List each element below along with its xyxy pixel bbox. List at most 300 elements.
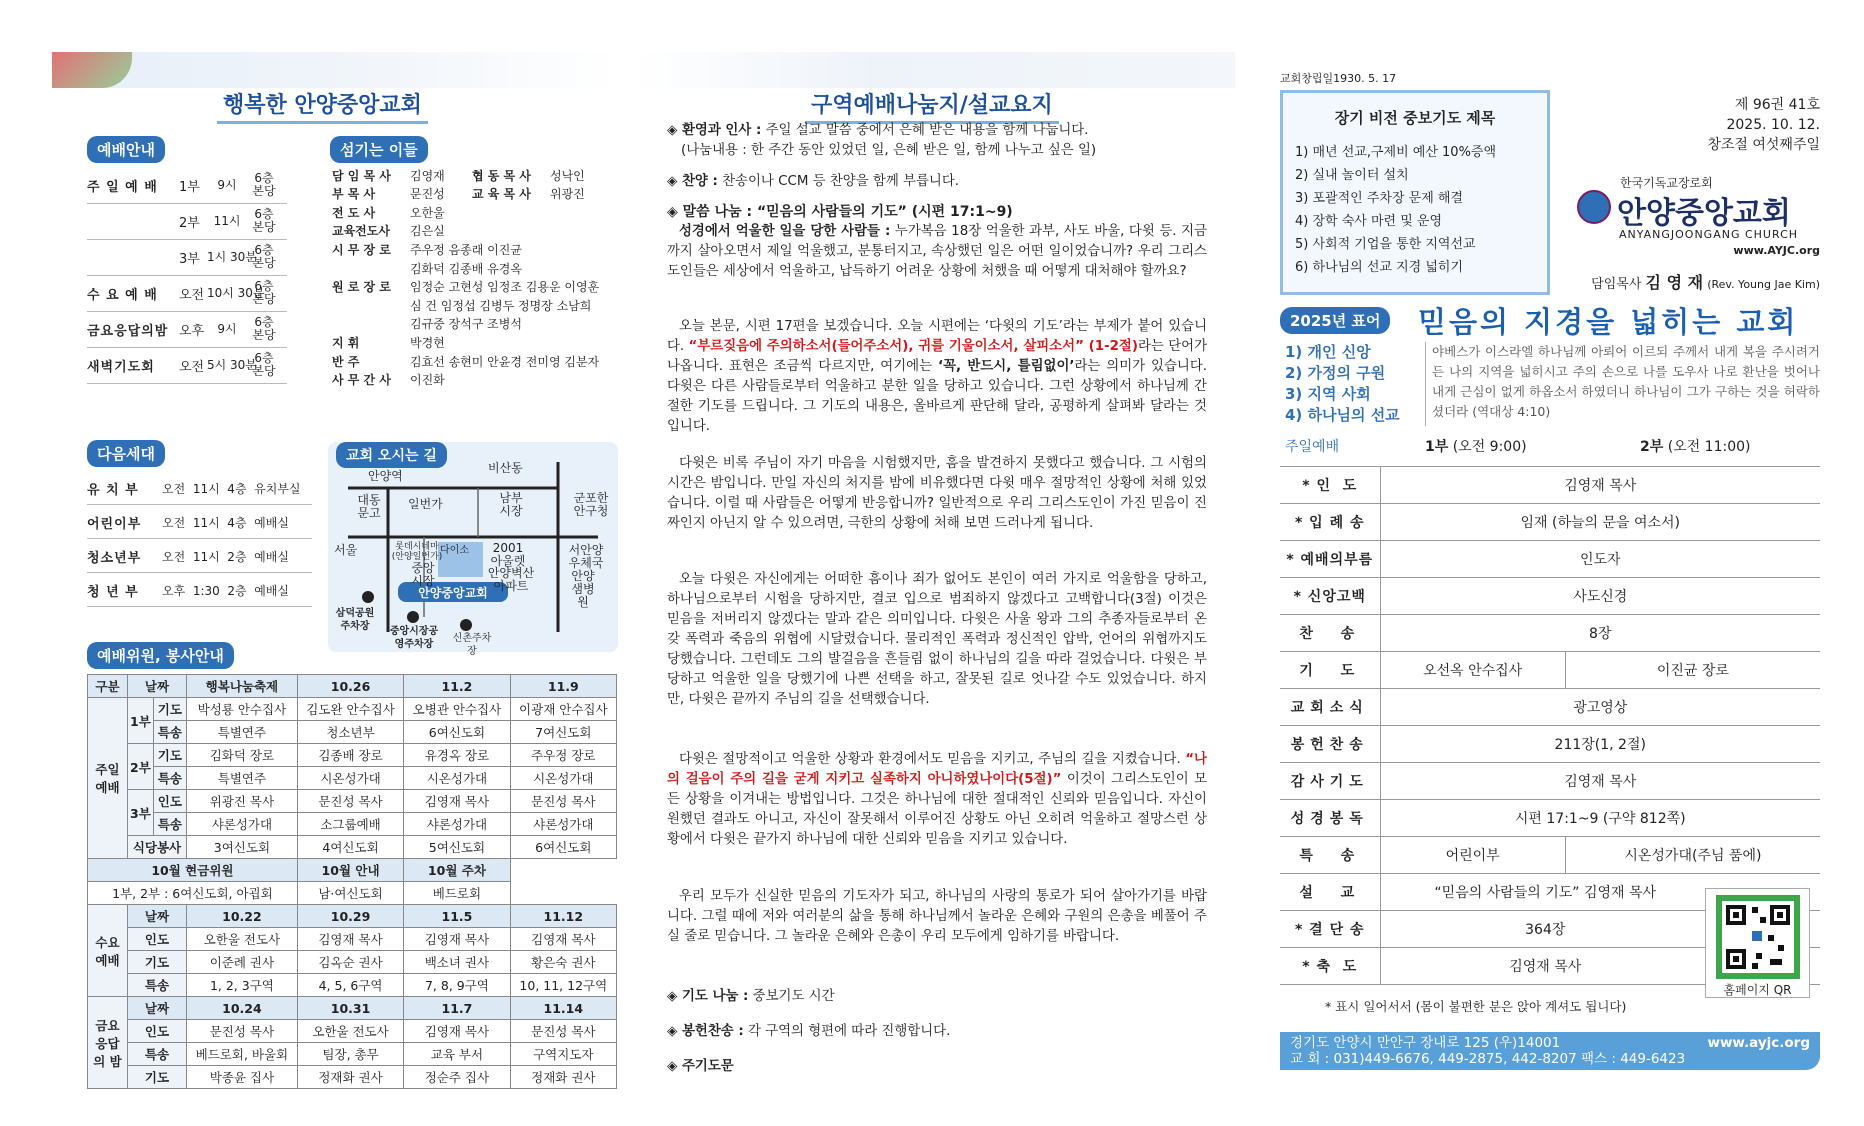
- order-item: * 신앙고백: [1280, 578, 1380, 615]
- table-cell: 청소년부: [297, 721, 403, 744]
- table-cell: 6여신도회: [404, 721, 510, 744]
- order-item: 찬 송: [1280, 615, 1380, 652]
- worship-part: 2부: [179, 215, 200, 231]
- next-gen-row: [87, 506, 312, 538]
- qr-label: 홈페이지 QR: [1723, 983, 1792, 997]
- map-label-gunpo: 군포한안구청: [573, 491, 609, 518]
- map-label-church: 안양중앙교회: [418, 586, 488, 600]
- table-cell: 이준례 권사: [186, 951, 297, 974]
- table-cell: 1, 2, 3구역: [186, 974, 297, 997]
- footer-web[interactable]: www.ayjc.org: [1707, 1035, 1810, 1051]
- footer-contact: [1280, 1032, 1820, 1070]
- map-label-apt: 안양벽산아파트: [487, 566, 535, 593]
- church-web: www.AYJC.org: [1733, 244, 1820, 257]
- table-cell: 주일 예배: [88, 698, 128, 859]
- servant-names: 이진화: [410, 373, 445, 388]
- table-row: [88, 1066, 617, 1089]
- order-row: [1280, 467, 1820, 504]
- order-row: [1280, 689, 1820, 726]
- worship-row: [87, 276, 287, 310]
- worship-row: [87, 168, 287, 202]
- table-row: [88, 698, 617, 721]
- order-item: 특 송: [1280, 837, 1380, 874]
- worship-part: 1부: [179, 179, 200, 195]
- table-cell: 11.2: [404, 675, 510, 698]
- divider: [87, 383, 287, 384]
- order-item: 성경봉독: [1280, 800, 1380, 837]
- table-cell: 황은숙 권사: [510, 951, 616, 974]
- servant-role: 교 육 목 사: [472, 187, 531, 202]
- table-cell: 팀장, 총무: [297, 1043, 403, 1066]
- worship-time: 1시 30분: [207, 249, 257, 264]
- table-cell: 10월 주차: [404, 859, 510, 882]
- worship-place: 6층 본당: [252, 207, 276, 234]
- next-gen-row: [87, 574, 312, 606]
- table-cell: 교육 부서: [404, 1043, 510, 1066]
- worship-place: 6층 본당: [252, 243, 276, 270]
- table-cell: 김영재 목사: [404, 1020, 510, 1043]
- vision-item: 4) 장학 숙사 마련 및 운영: [1295, 214, 1443, 229]
- church-name: 안양중앙교회: [1617, 196, 1791, 231]
- table-cell: 정재화 권사: [297, 1066, 403, 1089]
- liturgical-season: 창조절 여섯째주일: [1707, 137, 1820, 153]
- worship-time: 5시 30분: [207, 357, 257, 372]
- next-gen-row: [87, 472, 312, 504]
- worship-place: 6층 본당: [252, 351, 276, 378]
- bulletin-info: [1555, 90, 1820, 295]
- table-cell: 특별연주: [186, 767, 297, 790]
- table-row: [88, 836, 617, 859]
- order-row: [1280, 837, 1820, 874]
- table-cell: 오병관 안수집사: [404, 698, 510, 721]
- next-gen-info: 오후 1:30 2층 예배실: [162, 583, 290, 598]
- table-cell: 특송: [153, 721, 186, 744]
- table-cell: 박종윤 집사: [186, 1066, 297, 1089]
- map-label-ilbeonga: 일번가: [408, 497, 443, 511]
- vision-item: 1) 매년 선교,구제비 예산 10%증액: [1295, 145, 1497, 160]
- motto: 믿음의 지경을 넓히는 교회: [1418, 305, 1799, 339]
- table-cell: 특송: [128, 1043, 187, 1066]
- lords-prayer: ◈ 주기도문: [667, 1059, 734, 1074]
- praise-section: ◈ 찬양 : 찬송이나 CCM 등 찬양을 함께 부릅니다.: [667, 174, 960, 189]
- table-cell: 날짜: [128, 905, 187, 928]
- map-label: 교회 오시는 길: [336, 442, 447, 468]
- table-cell: 샤론성가대: [186, 813, 297, 836]
- map-label-post: 서안양우체국: [568, 543, 604, 570]
- order-value: 임재 (하늘의 문을 여소서): [1380, 504, 1820, 541]
- table-row: [88, 974, 617, 997]
- table-row: [88, 882, 617, 905]
- table-cell: 이광재 안수집사: [510, 698, 616, 721]
- church-logo-icon: [1577, 190, 1611, 224]
- worship-part: 오후: [179, 323, 205, 339]
- church-phone: 교 회 : 031)449-6676, 449-2875, 442-8207 팩스 : 449-6423: [1290, 1051, 1686, 1067]
- divider: [87, 606, 312, 607]
- table-cell: 김영재 목사: [510, 928, 616, 951]
- table-cell: 7여신도회: [510, 721, 616, 744]
- table-cell: 시온성가대: [510, 767, 616, 790]
- issue-date: 2025. 10. 12.: [1726, 117, 1820, 133]
- table-cell: 김화덕 장로: [186, 744, 297, 767]
- table-cell: 김영재 목사: [404, 790, 510, 813]
- order-item: 설 교: [1280, 874, 1380, 911]
- table-cell: 백소녀 권사: [404, 951, 510, 974]
- table-cell: 식당봉사: [128, 836, 187, 859]
- table-cell: 11.7: [404, 997, 510, 1020]
- table-cell: 11.5: [404, 905, 510, 928]
- table-cell: 3여신도회: [186, 836, 297, 859]
- table-cell: 기도: [128, 1066, 187, 1089]
- issue-number: 제 96권 41호: [1734, 97, 1820, 113]
- table-cell: 샤론성가대: [510, 813, 616, 836]
- order-value: 시온성가대(주님 품에): [1565, 837, 1820, 874]
- order-value: 364장: [1380, 911, 1820, 948]
- servant-row: [332, 222, 445, 240]
- table-cell: 시온성가대: [297, 767, 403, 790]
- vision-item: 6) 하나님의 선교 지경 넓히기: [1295, 260, 1464, 275]
- servant-role: 담 임 목 사: [332, 168, 391, 183]
- order-row: [1280, 504, 1820, 541]
- table-row: [88, 928, 617, 951]
- order-row: [1280, 763, 1820, 800]
- servant-names: 김효선 송현미 안윤경 전미영 김분자: [410, 354, 600, 369]
- servant-names: 심 건 임정섭 김병두 정명장 소남희: [410, 298, 592, 313]
- table-cell: 베드로회, 바울회: [186, 1043, 297, 1066]
- next-gen-info: 오전 11시 4층 유치부실: [162, 481, 301, 496]
- servant-names: 김영재: [410, 168, 445, 183]
- table-cell: 샤론성가대: [404, 813, 510, 836]
- table-cell: 4여신도회: [297, 836, 403, 859]
- table-cell: 10.31: [297, 997, 403, 1020]
- table-row: [88, 813, 617, 836]
- motto-verse: 야베스가 이스라엘 하나님께 아뢰어 이르되 주께서 내게 복을 주시려거든 나의 지역을 넓히시고 주의 손으로 나를 도우사 나로 환난을 벗어나 내게 근심이 없게 하옵소서 하였더니 하나님이 그가 구하는 것을 허락하셨더라 (역대상 4:10): [1425, 342, 1820, 426]
- table-cell: 특송: [153, 767, 186, 790]
- servant-row: [332, 296, 591, 314]
- directions-map: [328, 442, 618, 657]
- vision-box: [1280, 90, 1550, 295]
- table-cell: 인도: [128, 1020, 187, 1043]
- divider: [87, 572, 312, 573]
- worship-time: 11시: [213, 213, 241, 228]
- table-cell: 정순주 집사: [404, 1066, 510, 1089]
- map-label-parking3: 신촌주차장: [452, 633, 492, 657]
- servant-row: [332, 315, 522, 333]
- table-row: [88, 1043, 617, 1066]
- servants-label: 섬기는 이들: [330, 136, 428, 163]
- map-label-station: 안양역: [368, 469, 403, 483]
- order-item: 교회소식: [1280, 689, 1380, 726]
- next-gen-info: 오전 11시 2층 예배실: [162, 549, 289, 564]
- church-name-en: ANYANGJOONGANG CHURCH: [1619, 228, 1799, 241]
- church-address: 경기도 안양시 만안구 장내로 125 (우)14001: [1290, 1035, 1561, 1051]
- order-value: 인도자: [1380, 541, 1820, 578]
- order-value: 이진균 장로: [1565, 652, 1820, 689]
- servant-names: 오한울: [410, 205, 445, 220]
- table-cell: 김도완 안수집사: [297, 698, 403, 721]
- table-cell: 기도: [153, 744, 186, 767]
- divider: [87, 504, 312, 505]
- order-row: [1280, 726, 1820, 763]
- order-item: * 결 단 송: [1280, 911, 1380, 948]
- worship-part: 3부: [179, 251, 200, 267]
- table-cell: 금요 응답의 밤: [88, 997, 128, 1089]
- table-row: [88, 859, 617, 882]
- table-cell: 김옥순 권사: [297, 951, 403, 974]
- table-cell: 1부, 2부 : 6여신도회, 아굅회: [88, 882, 298, 905]
- table-row: [88, 905, 617, 928]
- order-value: 김영재 목사: [1380, 467, 1820, 504]
- pastor-line: 담임목사 김 영 재 (Rev. Young Jae Kim): [1591, 273, 1820, 292]
- table-cell: 김영재 목사: [297, 928, 403, 951]
- table-row: [88, 675, 617, 698]
- worship-place: 6층 본당: [252, 315, 276, 342]
- order-value: 211장(1, 2절): [1380, 726, 1820, 763]
- order-value: 오선옥 안수집사: [1380, 652, 1565, 689]
- servant-row: [332, 203, 445, 221]
- order-row: [1280, 578, 1820, 615]
- table-cell: 구분: [88, 675, 128, 698]
- table-cell: 문진성 목사: [510, 790, 616, 813]
- worship-times: 주일예배 1부 (오전 9:00) 2부 (오전 11:00): [1285, 439, 1751, 455]
- order-value: 8장: [1380, 615, 1820, 652]
- order-item: 기 도: [1280, 652, 1380, 689]
- worship-row: [87, 204, 287, 238]
- order-row: [1280, 541, 1820, 578]
- worship-part: 오전: [179, 287, 205, 303]
- table-row: [88, 744, 617, 767]
- order-value: 사도신경: [1380, 578, 1820, 615]
- order-item: * 축 도: [1280, 948, 1380, 985]
- table-cell: 박성룡 안수집사: [186, 698, 297, 721]
- servant-row: [332, 278, 599, 296]
- table-cell: 6여신도회: [510, 836, 616, 859]
- welcome-section: ◈ 환영과 인사 : 주일 설교 말씀 중에서 은혜 받은 내용을 함께 나눕니다. (나눔내용 : 한 주간 동안 있었던 일, 은혜 받은 일, 함께 나누고 싶은 일): [667, 123, 1097, 158]
- map-label-market: 남부시장: [499, 491, 523, 518]
- next-gen-row: [87, 540, 312, 572]
- sermon-para-3: 다윗은 비록 주님이 자기 마음을 시험했지만, 흠을 발견하지 못했다고 했습니다. 그 시험의 시간은 밤입니다. 만일 자신의 처지를 밤에 비유했다면 다윗 매우 절망적인 상황에 처해 있었습니다. 이럴 때 사람들은 어떻게 반응합니까? 일반적으로 우리 그리스도인이 가진 믿음이 진짜인지 아닌지 알 수 있으려면, 극한의 상황에 처해 보면 드러나게 됩니다.: [667, 456, 1207, 531]
- servant-role: 지 휘: [332, 335, 360, 350]
- servant-names: 문진성: [410, 187, 445, 202]
- servant-names: 위광진: [550, 187, 585, 202]
- table-row: [88, 951, 617, 974]
- table-cell: 문진성 목사: [297, 790, 403, 813]
- next-gen-label: 다음세대: [87, 440, 165, 467]
- map-label-seoul: 서울: [334, 543, 358, 557]
- vision-item: 2) 실내 놀이터 설치: [1295, 168, 1409, 183]
- next-gen-info: 오전 11시 4층 예배실: [162, 515, 289, 530]
- table-row: [88, 767, 617, 790]
- table-cell: 7, 8, 9구역: [404, 974, 510, 997]
- table-cell: 10.22: [186, 905, 297, 928]
- worship-row: [87, 240, 287, 274]
- next-gen-name: 유 치 부: [87, 482, 139, 498]
- standing-note: * 표시 일어서서 (몸이 불편한 분은 앉아 계셔도 됩니다): [1325, 999, 1627, 1014]
- order-item: * 인 도: [1280, 467, 1380, 504]
- goals-list: [1285, 342, 1425, 426]
- map-label-lotte: 롯데시네마(안양일번가): [391, 542, 443, 562]
- table-cell: 위광진 목사: [186, 790, 297, 813]
- next-gen-name: 어린이부: [87, 516, 142, 532]
- table-cell: 특송: [128, 974, 187, 997]
- table-cell: 유경옥 장로: [404, 744, 510, 767]
- map-label-central-market: 중앙시장: [411, 561, 435, 588]
- duty-label: 예배위원, 봉사안내: [87, 642, 234, 669]
- table-cell: 5여신도회: [404, 836, 510, 859]
- map-label-parking1: 삼덕공원주차장: [335, 608, 375, 632]
- table-cell: 10.24: [186, 997, 297, 1020]
- worship-label: 예배안내: [87, 136, 165, 163]
- scripture-heading: ◈ 말씀 나눔 : “믿음의 사람들의 기도” (시편 17:1~9): [667, 204, 1013, 220]
- worship-name: 새벽기도회: [87, 359, 155, 375]
- servant-role: 교육전도사: [332, 224, 390, 239]
- vision-item: 5) 사회적 기업을 통한 지역선교: [1295, 237, 1476, 252]
- issue-info: [1707, 95, 1820, 155]
- map-label-daiso: 다이소: [440, 545, 469, 556]
- servant-role: 전 도 사: [332, 205, 376, 220]
- table-row: [88, 721, 617, 744]
- vision-title: 장기 비전 중보기도 제목: [1334, 109, 1496, 127]
- servant-names: 김은실: [410, 224, 445, 239]
- table-row: [88, 790, 617, 813]
- worship-place: 6층 본당: [252, 171, 276, 198]
- map-label-daedong: 대동문고: [357, 493, 381, 520]
- motto-badge: 2025년 표어: [1280, 307, 1390, 334]
- table-cell: 구역지도자: [510, 1043, 616, 1066]
- table-cell: 행복나눔축제: [186, 675, 297, 698]
- servant-row: [332, 333, 445, 351]
- servant-role: 부 목 사: [332, 187, 376, 202]
- order-item: * 입 례 송: [1280, 504, 1380, 541]
- next-gen-name: 청 년 부: [87, 584, 139, 600]
- servant-names: 김규중 장석구 조병석: [410, 317, 522, 332]
- sermon-para-6: 우리 모두가 신실한 믿음의 기도자가 되고, 하나님의 사랑의 통로가 되어 살아가기를 바랍니다. 그럴 때에 저와 여러분의 삶을 통해 하나님께서 놀라운 은혜와 구원의 은총을 베풀어 주실 줄로 믿습니다. 그 놀라운 은혜와 은총이 우리 모두에게 임하기를 바랍니다.: [667, 889, 1207, 944]
- order-item: 봉헌찬송: [1280, 726, 1380, 763]
- sermon-para-1: 성경에서 억울한 일을 당한 사람들 : 누가복음 18장 억울한 과부, 사도 바울, 다윗 등. 지금까지 살아오면서 제일 억울했고, 분통터지고, 속상했던 일은 어떤 일이었습니까? 우리 그리스도인들은 세상에서 억울하고, 납득하기 어려운 상황에 처했을 때 어떻게 대처해야 할까요?: [667, 224, 1207, 279]
- order-row: [1280, 652, 1820, 689]
- vision-item: 3) 포괄적인 주차장 문제 해결: [1295, 191, 1464, 206]
- servant-row: [332, 240, 522, 258]
- table-row: [88, 997, 617, 1020]
- column-sermon: [655, 52, 1220, 1092]
- table-cell: 김종배 장로: [297, 744, 403, 767]
- table-cell: 시온성가대: [404, 767, 510, 790]
- servant-role: 반 주: [332, 354, 360, 369]
- worship-name: 금요응답의밤: [87, 323, 169, 339]
- table-cell: 기도: [153, 698, 186, 721]
- order-item: * 예배의부름: [1280, 541, 1380, 578]
- table-cell: 1부: [128, 698, 154, 744]
- table-cell: 김영재 목사: [404, 928, 510, 951]
- servant-names: 주우정 음종래 이진균: [410, 242, 522, 257]
- table-cell: 4, 5, 6구역: [297, 974, 403, 997]
- worship-row: [87, 348, 287, 382]
- goal-item: 2) 가정의 구원: [1285, 364, 1386, 382]
- table-cell: 베드로회: [404, 882, 510, 905]
- order-row: [1280, 800, 1820, 837]
- table-cell: 남·여신도회: [297, 882, 403, 905]
- servant-names: 임정순 고현성 임정조 김용운 이영훈: [410, 280, 600, 295]
- table-cell: 정재화 권사: [510, 1066, 616, 1089]
- qr-box: [1705, 888, 1810, 998]
- header-band: [52, 52, 617, 88]
- table-cell: 오한울 전도사: [186, 928, 297, 951]
- sermon-para-4: 오늘 다윗은 자신에게는 어떠한 흠이나 죄가 없어도 본인이 여러 가지로 억울함을 당하고, 하나님으로부터 시험을 당하지만, 결코 입으로 범죄하지 않겠다고 고백합니다(3절) 이것은 믿음을 저버리지 않겠다는 말과 같은 의미입니다. 다윗은 사울 왕과 그의 추종자들로부터 온갖 폭력과 죽음의 위협에 시달렸습니다. 물리적인 폭력과 정신적인 압박, 언어의 위협까지도 당했습니다. 그런데도 그의 발걸음을 흔들림 없이 하나님의 길을 따라 걸었습니다. 다윗은 부당하고 억울한 일을 당했기에 나쁜 선택을 하고, 잘못된 길로 엇나갈 수도 있었습니다. 하지만, 다윗은 끝까지 주님의 길을 선택했습니다.: [667, 572, 1207, 707]
- offering-section: ◈ 봉헌찬송 : 각 구역의 형편에 따라 진행합니다.: [667, 1024, 951, 1039]
- order-value: 어린이부: [1380, 837, 1565, 874]
- table-cell: 10.29: [297, 905, 403, 928]
- column-cover: [1275, 52, 1820, 1092]
- prayer-section: ◈ 기도 나눔 : 중보기도 시간: [667, 989, 835, 1004]
- map-label-bisan: 비산동: [488, 461, 523, 475]
- worship-time: 9시: [217, 321, 237, 336]
- order-value: 시편 17:1~9 (구약 812쪽): [1380, 800, 1820, 837]
- table-cell: 주우정 장로: [510, 744, 616, 767]
- table-cell: 11.14: [510, 997, 616, 1020]
- servant-names: 김화덕 김종배 유경옥: [410, 261, 522, 276]
- worship-place: 6층 본당: [252, 279, 276, 306]
- table-cell: 기도: [128, 951, 187, 974]
- sermon-para-2: 오늘 본문, 시편 17편을 보겠습니다. 오늘 시편에는 ‘다윗의 기도’라는 부제가 붙어 있습니다. “부르짖음에 주의하소서(들어주소서), 귀를 기울이소서, 살피소서” (1-2절)라는 단어가 나옵니다. 표현은 조금씩 다르지만, 여기에는 ‘꼭, 반드시, 틀림없이’라는 의미가 있습니다. 다윗은 다른 사람들로부터 억울하고 분한 일을 당하고 있습니다. 그런 상황에서 하나님께 간절한 기도를 드립니다. 그 기도의 내용은, 올바르게 판단해 달라, 공평하게 살펴봐 달라는 것입니다.: [667, 319, 1208, 434]
- table-cell: 오한울 전도사: [297, 1020, 403, 1043]
- table-cell: 날짜: [128, 997, 187, 1020]
- order-value: 광고영상: [1380, 689, 1820, 726]
- map-label-hospital: 안양샘병원: [571, 569, 595, 609]
- divider: [87, 538, 312, 539]
- table-cell: 10, 11, 12구역: [510, 974, 616, 997]
- next-gen-name: 청소년부: [87, 550, 142, 566]
- table-cell: 문진성 목사: [186, 1020, 297, 1043]
- map-label-outlet: 2001아울렛: [490, 541, 526, 568]
- servant-names: 성낙인: [550, 168, 585, 183]
- sermon-para-5: 다윗은 절망적이고 억울한 상황과 환경에서도 믿음을 지키고, 주님의 길을 지켰습니다. “나의 걸음이 주의 길을 굳게 지키고 실족하지 아니하였나이다(5절)” 이것이 그리스도인이 모든 상황을 이겨내는 방법입니다. 그것은 하나님에 대한 절대적인 신뢰와 믿음입니다. 자신이 원했던 결과도 아니고, 자신이 잘못해서 이루어진 상황도 아닌 오히려 억울하고 절망스런 상황에서 다윗은 끝가지 하나님에 대한 신뢰와 믿음을 지키고 있습니다.: [667, 752, 1208, 847]
- table-cell: 3부: [128, 790, 154, 836]
- table-cell: 수요 예배: [88, 905, 128, 997]
- table-cell: 특송: [153, 813, 186, 836]
- order-row: [1280, 615, 1820, 652]
- worship-name: 주 일 예 배: [87, 179, 158, 195]
- table-cell: 10월 현금위원: [88, 859, 298, 882]
- denomination: 한국기독교장로회: [1620, 176, 1713, 190]
- table-row: [88, 1020, 617, 1043]
- table-cell: 인도: [153, 790, 186, 813]
- servant-role: 사 무 간 사: [332, 373, 391, 388]
- servant-role: 시 무 장 로: [332, 242, 391, 257]
- servant-role: 원 로 장 로: [332, 280, 391, 295]
- order-value: 김영재 목사: [1380, 948, 1820, 985]
- table-cell: 11.9: [510, 675, 616, 698]
- servant-row: [332, 185, 585, 203]
- table-cell: 인도: [128, 928, 187, 951]
- qr-code-icon[interactable]: [1716, 895, 1800, 979]
- servant-names: 박경현: [410, 335, 445, 350]
- servant-row: [332, 166, 585, 184]
- section-title: 행복한 안양중앙교회: [217, 88, 428, 124]
- worship-name: 수 요 예 배: [87, 287, 158, 303]
- header-band: [635, 52, 1235, 88]
- goal-item: 1) 개인 신앙: [1285, 343, 1371, 361]
- servant-row: [332, 371, 445, 389]
- servant-row: [332, 259, 522, 277]
- map-label-parking2: 중앙시장공영주차장: [389, 626, 439, 650]
- servant-row: [332, 352, 599, 370]
- worship-time: 9시: [217, 177, 237, 192]
- table-cell: 10.26: [297, 675, 403, 698]
- worship-time: 10시 30분: [207, 285, 265, 300]
- worship-row: [87, 312, 287, 346]
- table-cell: 날짜: [128, 675, 187, 698]
- table-cell: 문진성 목사: [510, 1020, 616, 1043]
- goal-item: 4) 하나님의 선교: [1285, 406, 1400, 424]
